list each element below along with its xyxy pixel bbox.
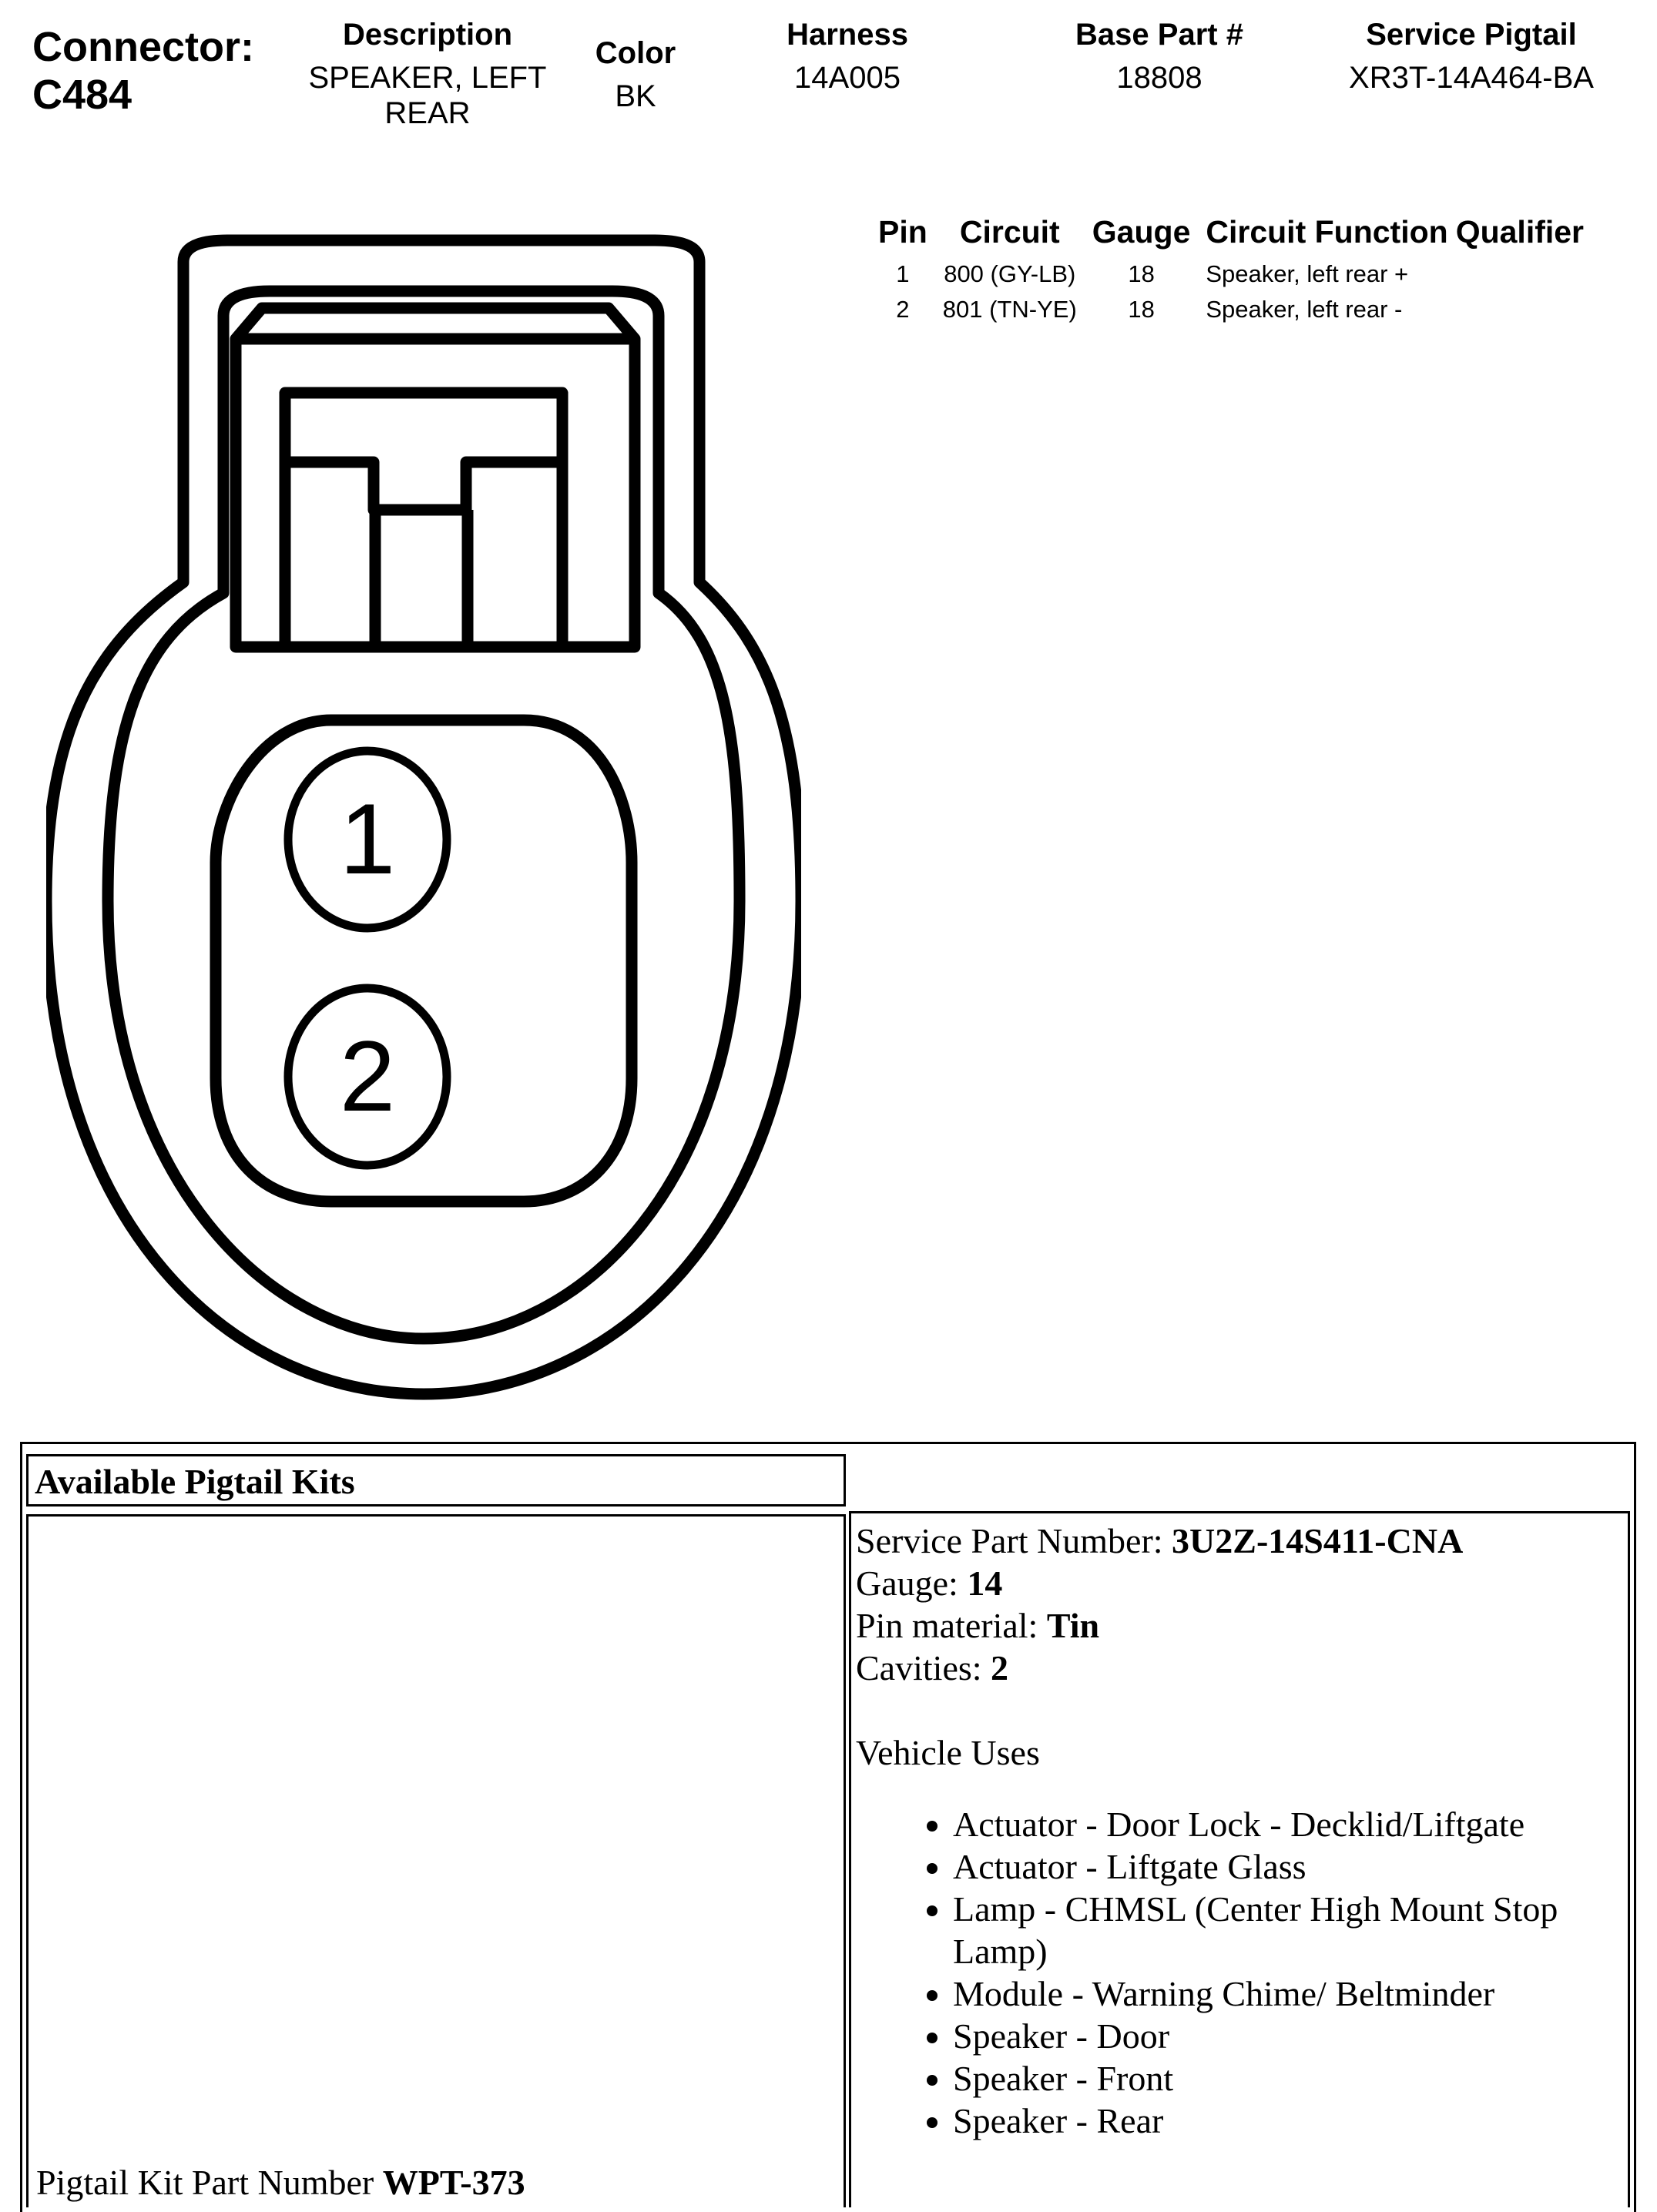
service-part-row: [856, 1520, 1628, 1562]
base-part-label: Base Part #: [1075, 18, 1243, 52]
circuit-cell: 800 (GY-LB): [944, 260, 1076, 287]
pigtail-details-cell: [849, 1511, 1630, 2207]
harness-label: Harness: [787, 18, 908, 52]
description-value-line1: SPEAKER, LEFT: [308, 61, 547, 95]
color-value: BK: [615, 79, 656, 113]
table-row: [870, 256, 1592, 292]
pin-table-header-row: [870, 209, 1592, 256]
list-item: • Actuator - Door Lock - Decklid/Liftgate: [953, 1803, 1628, 1845]
connector-heading: [32, 23, 254, 119]
list-item: • Speaker - Front: [953, 2057, 1628, 2100]
circuit-header: Circuit: [959, 214, 1060, 250]
pin-cell: 2: [896, 296, 910, 323]
color-label: Color: [595, 36, 676, 70]
harness-column: [740, 17, 955, 96]
service-pigtail-value: XR3T-14A464-BA: [1349, 61, 1594, 95]
kit-part-label: Pigtail Kit Part Number: [36, 2163, 383, 2202]
service-part-value: 3U2Z-14S411-CNA: [1172, 1521, 1464, 1560]
pin-header: Pin: [878, 214, 927, 250]
pin-2-label: 2: [339, 1020, 396, 1132]
latch-housing: [236, 308, 635, 647]
description-value-line2: REAR: [384, 96, 471, 130]
list-item: • Lamp - CHMSL (Center High Mount Stop Lamp): [953, 1888, 1628, 1972]
service-pigtail-label: Service Pigtail: [1366, 18, 1577, 52]
description-label: Description: [342, 18, 513, 52]
pin-1-label: 1: [339, 783, 396, 895]
service-part-label: Service Part Number:: [856, 1521, 1172, 1560]
qualifier-cell: [1456, 256, 1592, 292]
vehicle-uses-list: [856, 1803, 1628, 2142]
pin-material-row: [856, 1604, 1628, 1647]
list-item: • Speaker - Door: [953, 2015, 1628, 2057]
circuit-function-header: Circuit Function: [1206, 214, 1448, 250]
cavities-row: [856, 1647, 1628, 1689]
gauge-cell: 18: [1128, 260, 1155, 287]
list-item: • Actuator - Liftgate Glass: [953, 1845, 1628, 1888]
description-column: [293, 17, 562, 131]
gauge-label: Gauge:: [856, 1563, 968, 1603]
qualifier-cell: [1456, 292, 1592, 327]
cavities-label: Cavities:: [856, 1648, 991, 1687]
base-part-column: [1032, 17, 1286, 96]
table-row: [870, 292, 1592, 327]
pigtail-kits-heading: Available Pigtail Kits: [26, 1454, 846, 1507]
list-item: • Speaker - Rear: [953, 2100, 1628, 2142]
cavities-value: 2: [991, 1648, 1009, 1687]
gauge-value: 14: [967, 1563, 1003, 1603]
gauge-cell: 18: [1128, 296, 1155, 323]
pin-material-value: Tin: [1046, 1606, 1100, 1645]
pigtail-kit-part-number: [36, 2162, 525, 2203]
gauge-header: Gauge: [1092, 214, 1191, 250]
circuit-function-cell: Speaker, left rear +: [1206, 260, 1409, 287]
qualifier-header: Qualifier: [1455, 214, 1585, 250]
harness-value: 14A005: [794, 61, 901, 95]
connector-id: C484: [32, 72, 132, 118]
vehicle-uses-heading: Vehicle Uses: [856, 1733, 1040, 1772]
circuit-function-cell: Speaker, left rear -: [1206, 296, 1403, 323]
connector-label: Connector:: [32, 24, 254, 70]
gauge-row: [856, 1562, 1628, 1604]
service-pigtail-column: [1317, 17, 1625, 96]
latch-detail: [285, 393, 562, 647]
color-column: [570, 35, 701, 114]
pin-cell: 1: [896, 260, 910, 287]
connector-face-diagram: [46, 223, 801, 1409]
base-part-value: 18808: [1116, 61, 1202, 95]
kit-part-value: WPT-373: [382, 2163, 525, 2202]
circuit-cell: 801 (TN-YE): [942, 296, 1077, 323]
pigtail-image-cell: [26, 1514, 846, 2207]
pin-material-label: Pin material:: [856, 1606, 1047, 1645]
list-item: • Module - Warning Chime/ Beltminder: [953, 1972, 1628, 2015]
pin-table: [870, 209, 1592, 327]
